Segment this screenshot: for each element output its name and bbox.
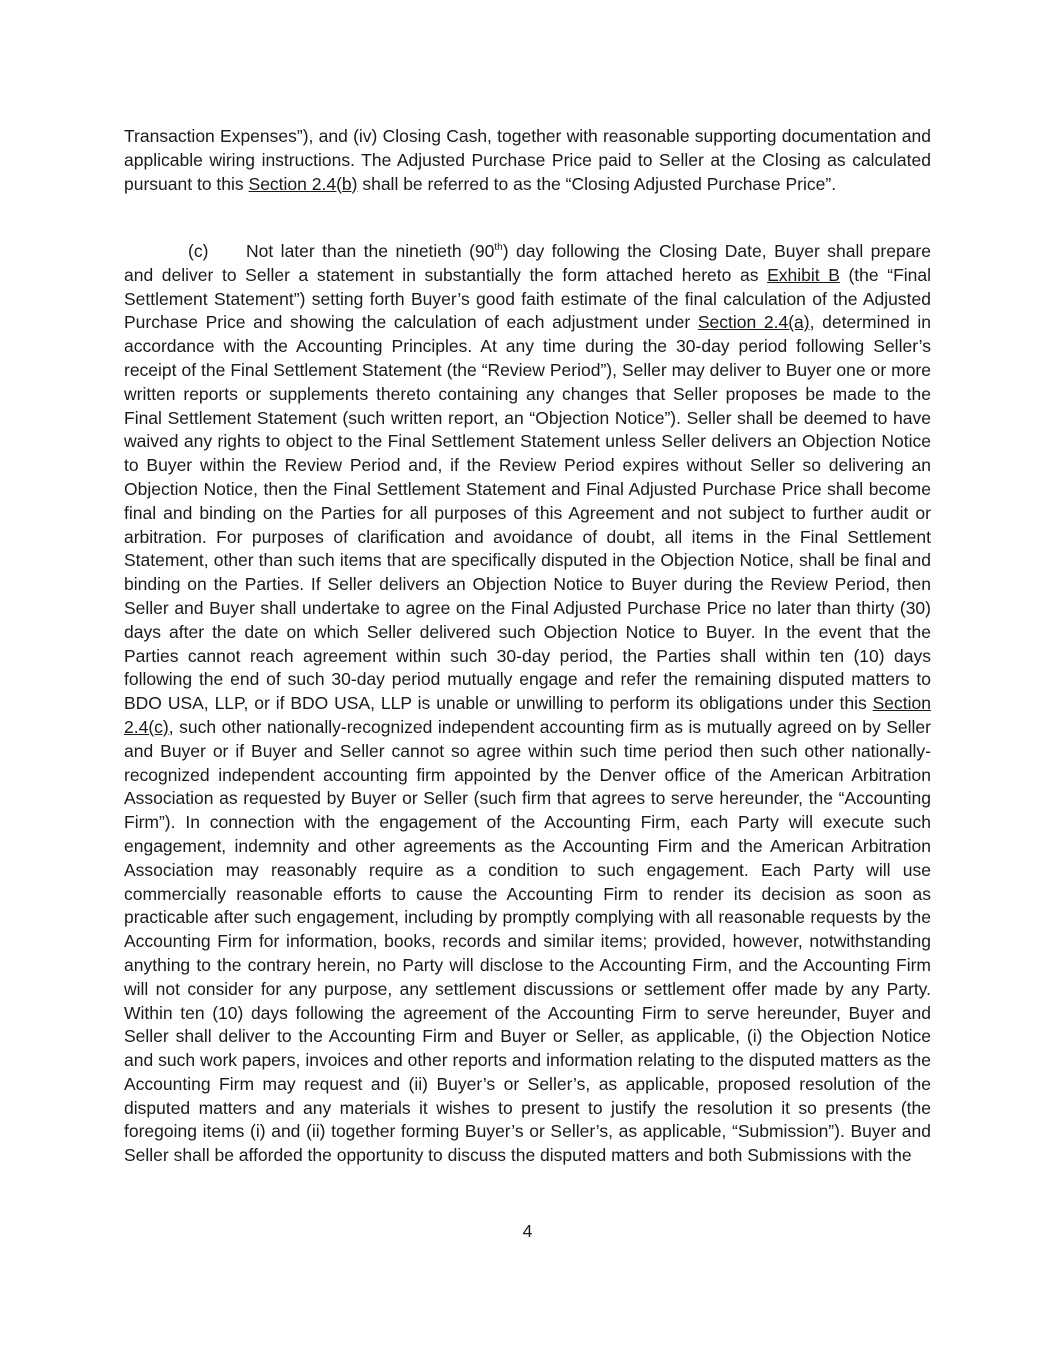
ordinal-superscript: th: [494, 242, 503, 254]
paragraph1-text-part1: Transaction Expenses”), and (iv) Closing Cash, together with reasonable supporting documentation and applicable wiring instructions. The Adjusted Purchase Price paid to Seller at the Closing as calculated pursuant to this: [124, 126, 931, 194]
paragraph2-text-part2: ) day following the Closing Date, Buyer shall prepare and deliver to Seller a statement in substantially the form attached hereto as: [124, 241, 931, 285]
paragraph1-text-part2: shall be referred to as the “Closing Adjusted Purchase Price”.: [357, 173, 837, 194]
section-2-4-b-reference: Section 2.4(b): [248, 173, 358, 194]
paragraph-closing-adjusted-purchase-price: [124, 125, 931, 196]
section-2-4-a-reference: Section 2.4(a): [697, 312, 810, 333]
paragraph2-text-part5: , such other nationally-recognized independent accounting firm as is mutually agreed on by Seller and Buyer or if Buyer and Seller cannot so agree within such time period then such other nationally-recognized independent accounting firm appointed by the Denver office of the American Arbitration Association as requested by Buyer or Seller (such firm that agrees to serve hereunder, the “Accounting Firm”). In connection with the engagement of the Accounting Firm, each Party will execute such engagement, indemnity and other agreements as the Accounting Firm and the American Arbitration Association may reasonably require as a condition to such engagement. Each Party will use commercially reasonable efforts to cause the Accounting Firm to render its decision as soon as practicable after such engagement, including by promptly complying with all reasonable requests by the Accounting Firm for information, books, records and similar items; provided, however, notwithstanding anything to the contrary herein, no Party will disclose to the Accounting Firm, and the Accounting Firm will not consider for any purpose, any settlement discussions or settlement offer made by any Party. Within ten (10) days following the agreement of the Accounting Firm to serve hereunder, Buyer and Seller shall deliver to the Accounting Firm and Buyer or Seller, as applicable, (i) the Objection Notice and such work papers, invoices and other reports and information relating to the disputed matters as the Accounting Firm may request and (ii) Buyer’s or Seller’s, as applicable, proposed resolution of the disputed matters and any materials it wishes to present to justify the resolution it so presents (the foregoing items (i) and (ii) together forming Buyer’s or Seller’s, as applicable, “Submission”). Buyer and Seller shall be afforded the opportunity to discuss the disputed matters and both Submissions with the: [124, 716, 931, 1166]
exhibit-b-reference: Exhibit B: [767, 264, 840, 285]
paragraph2-text-part4: , determined in accordance with the Accounting Principles. At any time during the 30-day period following Seller’s receipt of the Final Settlement Statement (the “Review Period”), Seller may deliver to Buyer one or more written reports or supplements thereto containing any changes that Seller proposes be made to the Final Settlement Statement (such written report, an “Objection Notice”). Seller shall be deemed to have waived any rights to object to the Final Settlement Statement unless Seller delivers an Objection Notice to Buyer within the Review Period and, if the Review Period expires without Seller so delivering an Objection Notice, then the Final Settlement Statement and Final Adjusted Purchase Price shall become final and binding on the Parties for all purposes of this Agreement and not subject to further audit or arbitration. For purposes of clarification and avoidance of doubt, all items in the Final Settlement Statement, other than such items that are specifically disputed in the Objection Notice, shall be final and binding on the Parties. If Seller delivers an Objection Notice to Buyer during the Review Period, then Seller and Buyer shall undertake to agree on the Final Adjusted Purchase Price no later than thirty (30) days after the date on which Seller delivered such Objection Notice to Buyer. In the event that the Parties cannot reach agreement within such 30-day period, the Parties shall within ten (10) days following the end of such 30-day period mutually engage and refer the remaining disputed matters to BDO USA, LLP, or if BDO USA, LLP is unable or unwilling to perform its obligations under this: [124, 312, 932, 714]
section-2-4-c-reference: Section 2.4(c): [124, 693, 931, 737]
page-number: 4: [522, 1221, 533, 1241]
paragraph-c-final-settlement-statement: [124, 240, 931, 1168]
paragraph2-text-part3: (the “Final Settlement Statement”) setting forth Buyer’s good faith estimate of the final calculation of the Adjusted Purchase Price and showing the calculation of each adjustment under: [124, 264, 932, 333]
paragraph-label-c: (c): [188, 241, 209, 261]
paragraph2-text-part1: Not later than the ninetieth (90: [246, 241, 495, 261]
